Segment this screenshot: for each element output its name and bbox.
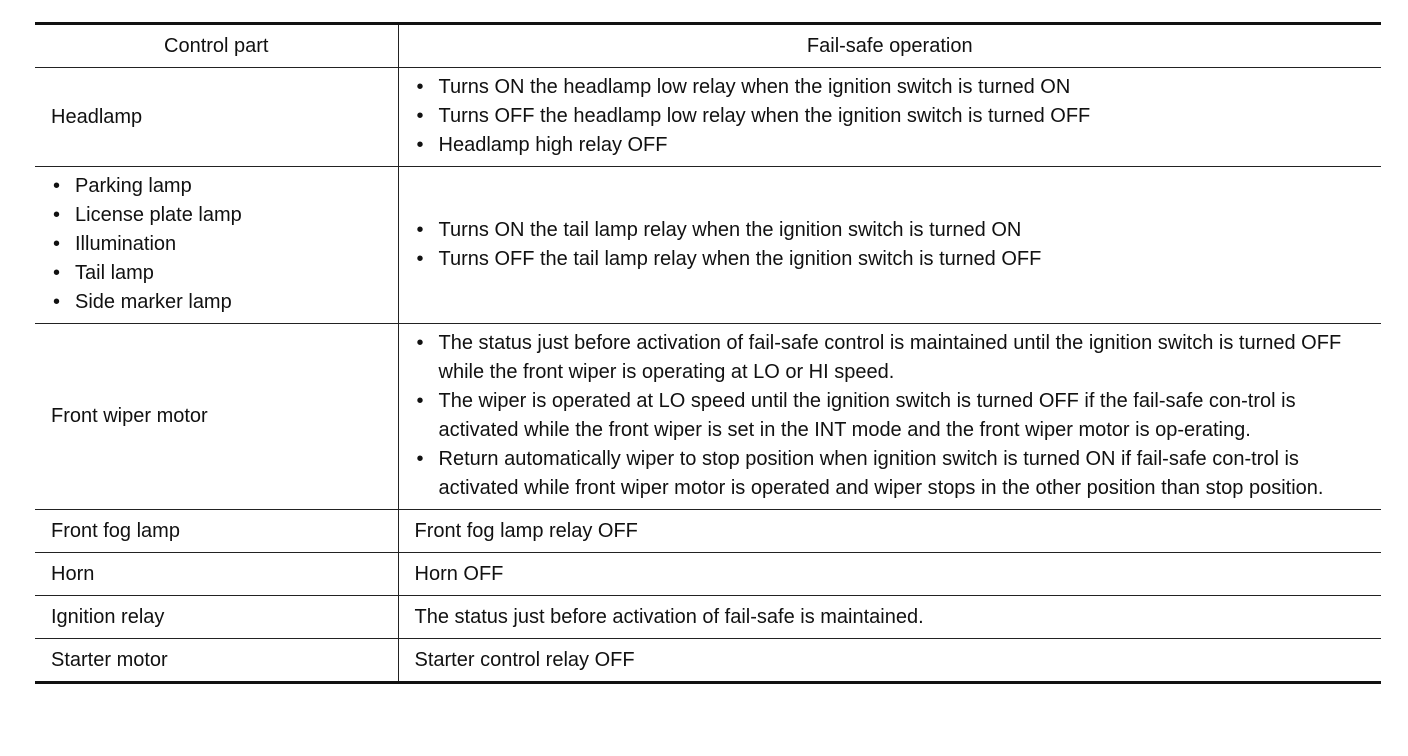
list-item: • The wiper is operated at LO speed until the ignition switch is turned OFF if the fail-safe con-trol is activated while the front wiper is set in the INT mode and the front wiper motor is op-erating. — [415, 387, 1372, 445]
control-part-list — [51, 172, 398, 317]
fail-safe-operation-cell: The status just before activation of fail-safe is maintained. — [398, 596, 1381, 639]
table-header-row — [35, 24, 1381, 68]
control-part-cell: Horn — [35, 553, 398, 596]
list-item: • Turns OFF the headlamp low relay when the ignition switch is turned OFF — [415, 102, 1372, 131]
fail-safe-operation-cell — [398, 324, 1381, 510]
fail-safe-operation-cell: Horn OFF — [398, 553, 1381, 596]
header-control-part: Control part — [35, 24, 398, 68]
fail-safe-table — [35, 22, 1381, 684]
table-row — [35, 324, 1381, 510]
control-part-cell: Front wiper motor — [35, 324, 398, 510]
control-part-cell: Starter motor — [35, 639, 398, 683]
list-item: • Side marker lamp — [51, 288, 398, 317]
list-item: • Turns ON the headlamp low relay when the ignition switch is turned ON — [415, 73, 1372, 102]
table-row — [35, 68, 1381, 167]
table-row — [35, 553, 1381, 596]
operation-list — [415, 73, 1372, 160]
operation-list — [415, 329, 1372, 503]
control-part-cell — [35, 167, 398, 324]
list-item: • Tail lamp — [51, 259, 398, 288]
list-item: • Illumination — [51, 230, 398, 259]
table-row — [35, 596, 1381, 639]
operation-list — [415, 216, 1372, 274]
control-part-cell: Front fog lamp — [35, 510, 398, 553]
fail-safe-operation-cell: Starter control relay OFF — [398, 639, 1381, 683]
fail-safe-operation-cell — [398, 167, 1381, 324]
table-row — [35, 639, 1381, 683]
table-row — [35, 167, 1381, 324]
list-item: • License plate lamp — [51, 201, 398, 230]
list-item: • Headlamp high relay OFF — [415, 131, 1372, 160]
fail-safe-operation-cell: Front fog lamp relay OFF — [398, 510, 1381, 553]
fail-safe-operation-cell — [398, 68, 1381, 167]
control-part-cell: Ignition relay — [35, 596, 398, 639]
table-row — [35, 510, 1381, 553]
list-item: • Return automatically wiper to stop position when ignition switch is turned ON if fail-safe con-trol is activated while front wiper motor is operated and wiper stops in the other position than stop position. — [415, 445, 1372, 503]
list-item: • The status just before activation of fail-safe control is maintained until the ignition switch is turned OFF while the front wiper is operating at LO or HI speed. — [415, 329, 1372, 387]
list-item: • Turns ON the tail lamp relay when the ignition switch is turned ON — [415, 216, 1372, 245]
header-fail-safe-operation: Fail-safe operation — [398, 24, 1381, 68]
list-item: • Turns OFF the tail lamp relay when the ignition switch is turned OFF — [415, 245, 1372, 274]
control-part-cell: Headlamp — [35, 68, 398, 167]
list-item: • Parking lamp — [51, 172, 398, 201]
